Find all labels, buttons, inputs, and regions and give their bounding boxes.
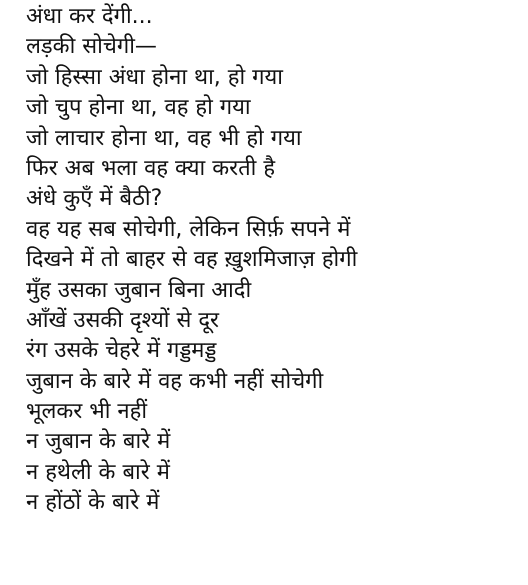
poem-line: जुबान के बारे में वह कभी नहीं सोचेगी	[26, 368, 324, 394]
poem-text	[26, 2, 357, 519]
poem-line: जो लाचार होना था, वह भी हो गया	[26, 125, 302, 151]
poem-line: अंधा कर देंगी...	[26, 4, 153, 29]
poem-line: अंधे कुएँ में बैठी?	[26, 186, 163, 212]
poem-line: न होंठों के बारे में	[26, 490, 160, 516]
poem-line: लड़की सोचेगी—	[26, 34, 157, 60]
poem-line: मुँह उसका जुबान बिना आदी	[26, 277, 252, 303]
poem-line: भूलकर भी नहीं	[26, 399, 148, 425]
poem-line: जो हिस्सा अंधा होना था, हो गया	[26, 64, 284, 90]
poem-line: न हथेली के बारे में	[26, 459, 170, 485]
poem-line: दिखने में तो बाहर से वह ख़ुशमिजाज़ होगी	[26, 247, 358, 273]
poem-line: फिर अब भला वह क्या करती है	[26, 155, 276, 181]
poem-line: न जुबान के बारे में	[26, 429, 171, 455]
poem-line: रंग उसके चेहरे में गड्डमड्ड	[26, 338, 217, 364]
poem-line: वह यह सब सोचेगी, लेकिन सिर्फ़ सपने में	[26, 216, 351, 242]
poem-line: आँखें उसकी दृश्यों से दूर	[26, 307, 220, 333]
poem-line: जो चुप होना था, वह हो गया	[26, 95, 251, 121]
